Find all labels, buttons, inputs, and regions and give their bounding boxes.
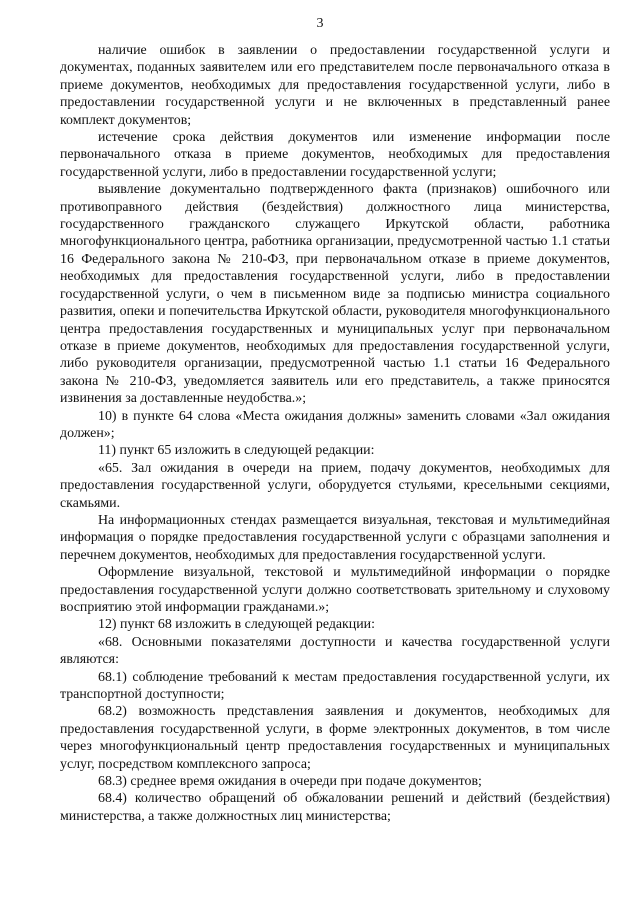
paragraph: 68.1) соблюдение требований к местам предоставления государственной услуги, их транспортной доступности; bbox=[60, 669, 610, 703]
paragraph: 68.3) среднее время ожидания в очереди при подаче документов; bbox=[98, 774, 482, 790]
paragraph: «68. Основными показателями доступности и качества государственной услуги являются: bbox=[60, 634, 610, 668]
paragraph: На информационных стендах размещается визуальная, текстовая и мультимедийная информация о порядке предоставления государственной услуги с образцами заполнения и перечнем документов, необходимых для предоставления государственной услуги. bbox=[60, 512, 610, 563]
paragraph: 11) пункт 65 изложить в следующей редакции: bbox=[98, 443, 375, 459]
paragraph: Оформление визуальной, текстовой и мультимедийной информации о порядке предоставления государственной услуги должно соответствовать зрительному и слуховому восприятию этой информации гражданами.»; bbox=[60, 565, 610, 615]
paragraph: 68.4) количество обращений об обжаловании решений и действий (бездействия) министерства, а также должностных лиц министерства; bbox=[60, 791, 610, 824]
paragraph: «65. Зал ожидания в очереди на прием, подачу документов, необходимых для предоставления государственной услуги, оборудуется стульями, кресельными секциями, скамьями. bbox=[60, 460, 610, 511]
page-number: 3 bbox=[316, 16, 324, 31]
paragraph: 12) пункт 68 изложить в следующей редакции: bbox=[98, 617, 375, 633]
paragraph: 10) в пункте 64 слова «Места ожидания должны» заменить словами «Зал ожидания должен»; bbox=[60, 408, 610, 441]
paragraph: 68.2) возможность представления заявления и документов, необходимых для предоставления государственной услуги, в форме электронных документов, в том числе через многофункциональный центр предоставления государственных и муниципальных услуг, посредством комплексного запроса; bbox=[60, 704, 610, 772]
paragraph: наличие ошибок в заявлении о предоставлении государственной услуги и документах, поданных заявителем или его представителем после первоначального отказа в приеме документов, необходимых для предоставления государственной услуги, либо в предоставлении государственной услуги и не включенных в представленный ранее комплект документов; bbox=[60, 43, 610, 128]
paragraph: выявление документально подтвержденного факта (признаков) ошибочного или противоправного действия (бездействия) должностного лица министерства, государственного гражданского служащего Иркутской области, работника многофункционального центра, работника организации, предусмотренной частью 1.1 статьи 16 Федерального закона № 210-ФЗ, при первоначальном отказе в приеме документов, необходимых для предоставления государственной услуги, либо в предоставлении государственной услуги, о чем в письменном виде за подписью министра социального развития, опеки и попечительства Иркутской области, руководителя многофункционального центра предоставления государственных и муниципальных услуг при первоначальном отказе в приеме документов, необходимых для предоставления государственной услуги, либо руководителя организации, предусмотренной частью 1.1 статьи 16 Федерального закона № 210-ФЗ, уведомляется заявитель или его представитель, а также приносятся извинения за доставленные неудобства.»; bbox=[60, 182, 610, 407]
paragraph: истечение срока действия документов или изменение информации после первоначального отказа в приеме документов, необходимых для предоставления государственной услуги, либо в предоставлении государственной услуги; bbox=[60, 130, 610, 180]
document-body bbox=[60, 42, 610, 825]
